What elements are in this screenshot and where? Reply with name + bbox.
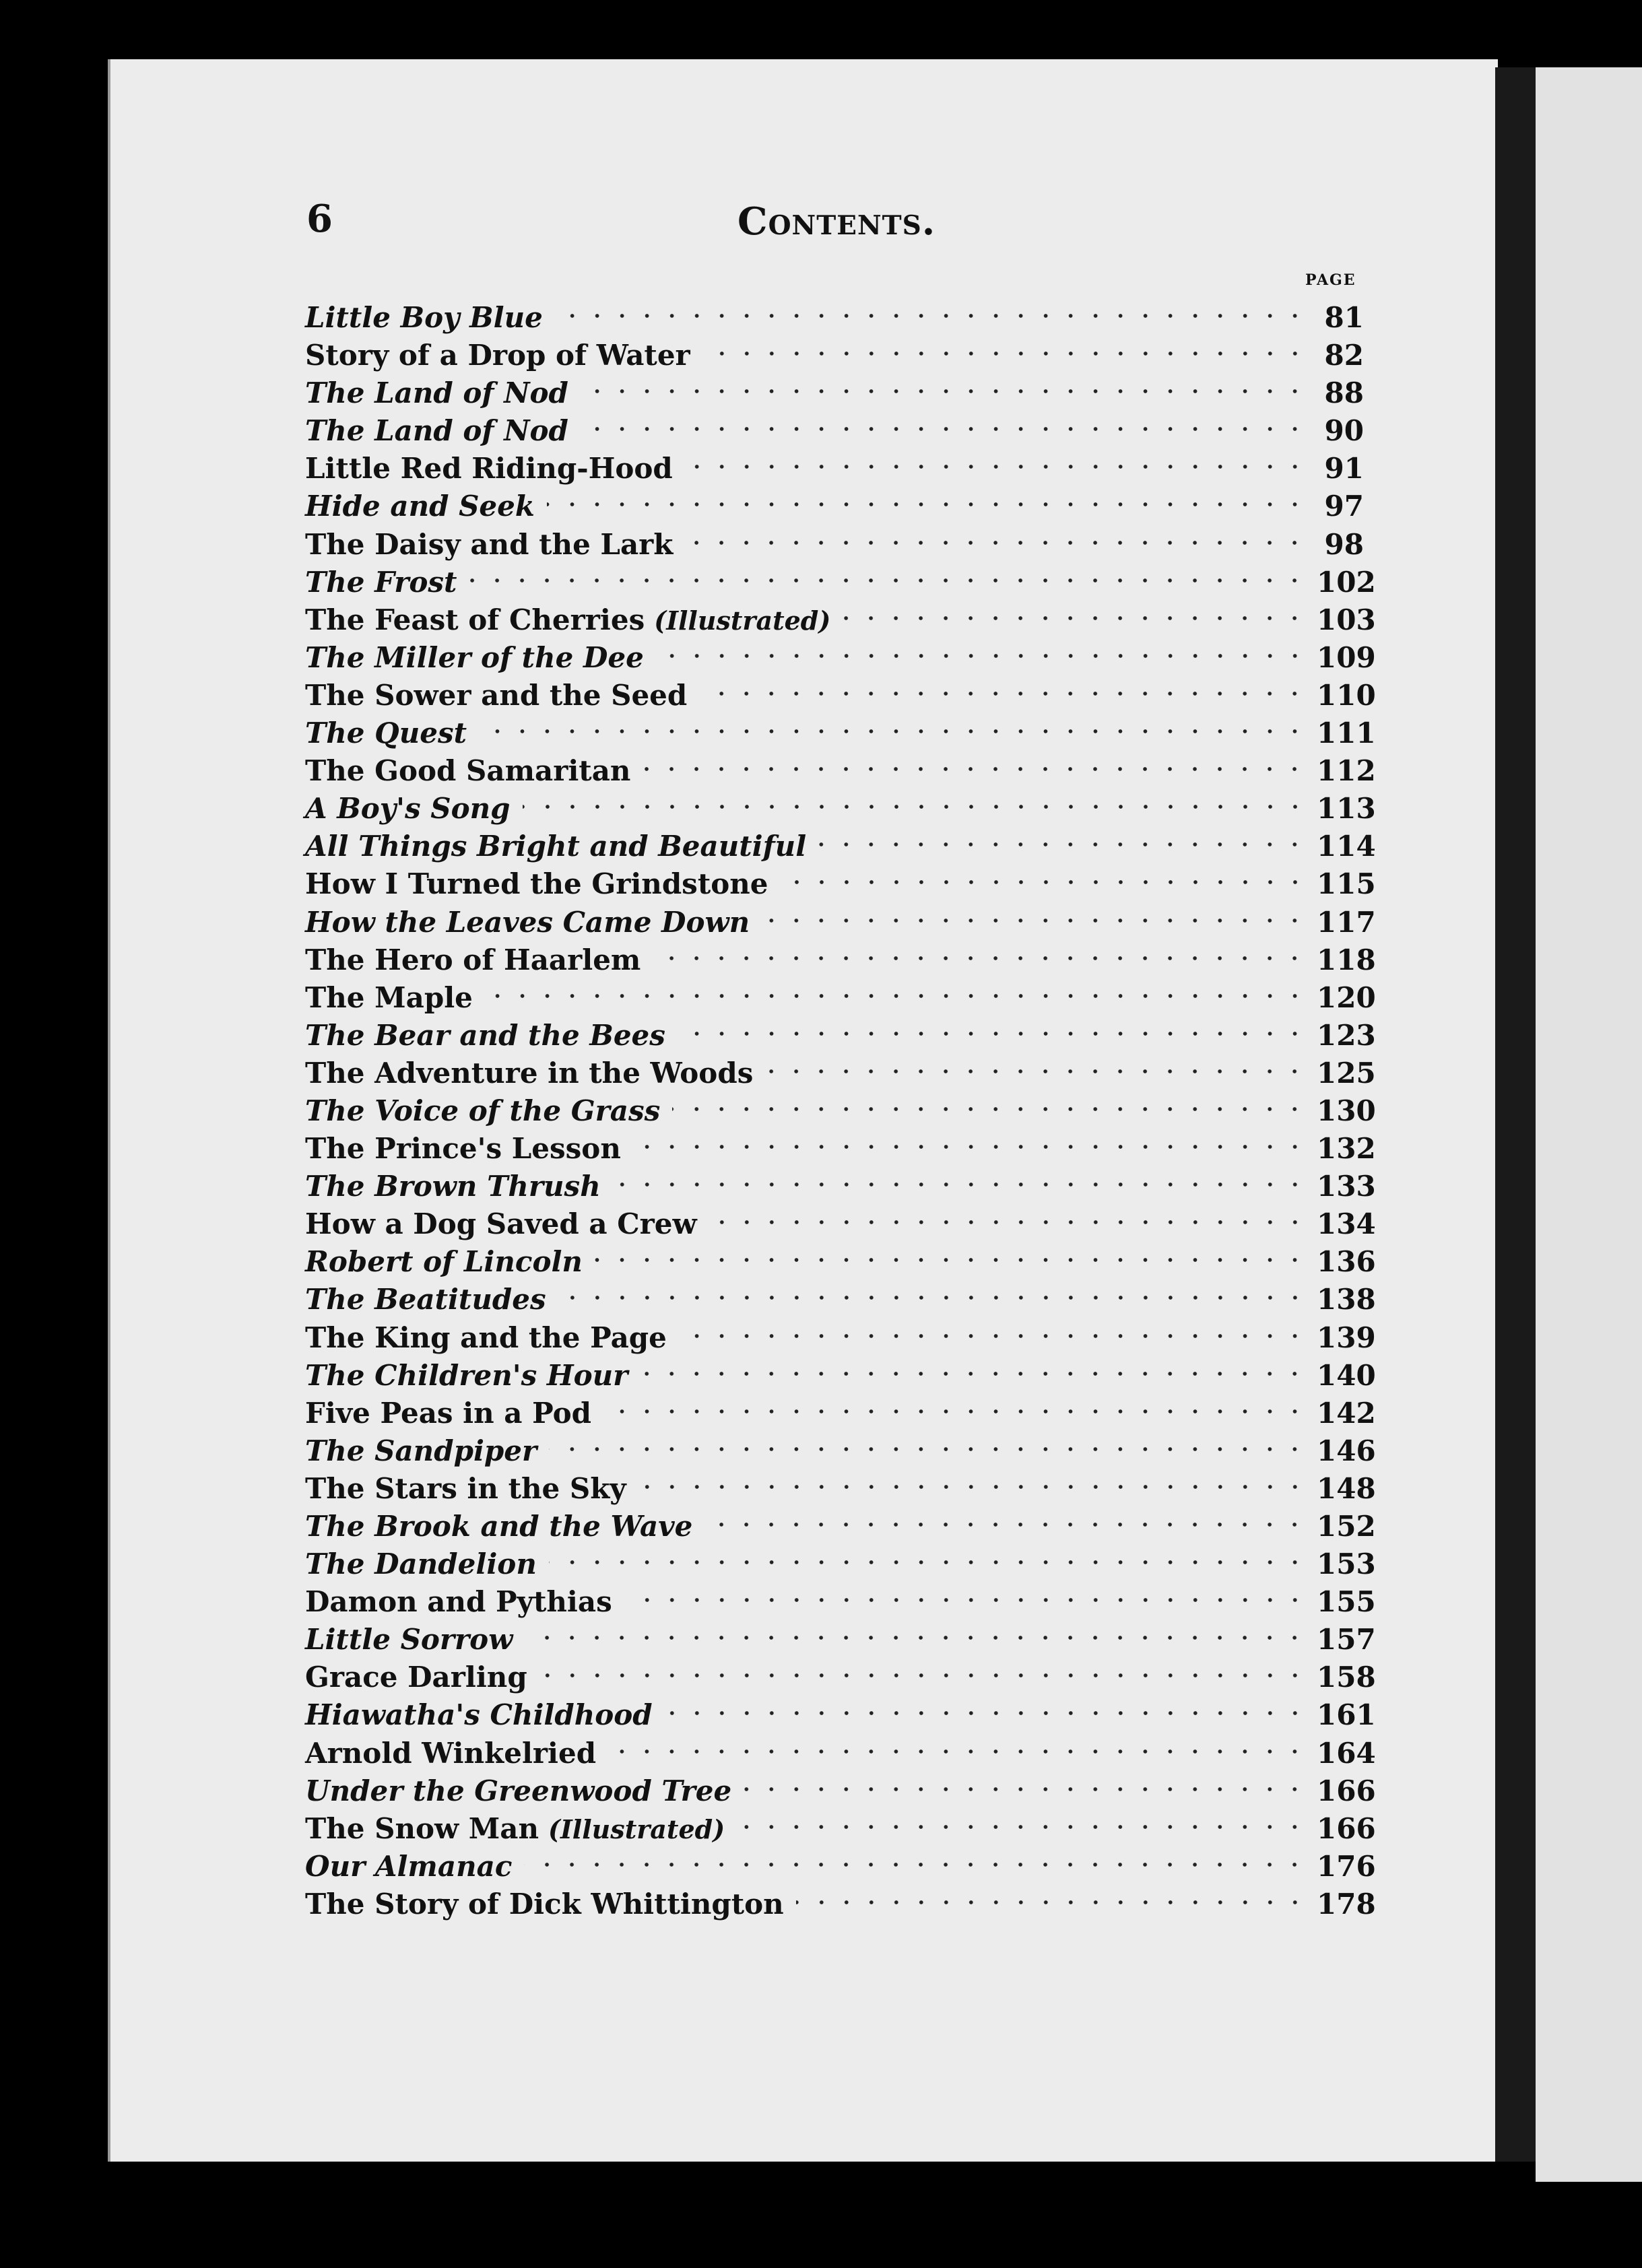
toc-entry-title: Our Almanac bbox=[305, 1849, 513, 1883]
dot-leader bbox=[843, 592, 1307, 630]
toc-entry-page: 136 bbox=[1317, 1245, 1376, 1279]
toc-entry-page: 153 bbox=[1317, 1547, 1376, 1581]
dot-leader bbox=[558, 1271, 1307, 1309]
dot-leader bbox=[581, 403, 1307, 440]
toc-entry-page: 158 bbox=[1317, 1661, 1376, 1694]
dot-leader bbox=[549, 1536, 1307, 1574]
toc-entry-page: 88 bbox=[1324, 376, 1364, 410]
dot-leader bbox=[525, 1611, 1307, 1649]
dot-leader bbox=[709, 1196, 1307, 1234]
toc-entry-title: The Frost bbox=[305, 565, 457, 599]
toc-entry-title: Hide and Seek bbox=[305, 490, 535, 523]
toc-entry-page: 161 bbox=[1317, 1698, 1376, 1732]
toc-entry-page: 118 bbox=[1317, 943, 1376, 976]
dot-leader bbox=[638, 1461, 1307, 1498]
toc-entry-title: The Story of Dick Whittington bbox=[305, 1887, 784, 1921]
toc-entry-title: The Land of Nod bbox=[305, 376, 568, 410]
toc-entry-title: Damon and Pythias bbox=[305, 1585, 612, 1619]
toc-entry-title: The Land of Nod bbox=[305, 414, 568, 448]
toc-entry-title: How a Dog Saved a Crew bbox=[305, 1207, 697, 1241]
toc-entry bbox=[305, 290, 1364, 334]
toc-entry-note: (Illustrated) bbox=[548, 1813, 725, 1844]
toc-entry-title: A Boy's Song bbox=[305, 792, 511, 826]
toc-entry-page: 140 bbox=[1317, 1358, 1376, 1392]
toc-entry-title: The Children's Hour bbox=[305, 1358, 628, 1392]
toc-entry-page: 166 bbox=[1317, 1811, 1376, 1845]
dot-leader bbox=[744, 1763, 1307, 1801]
dot-leader bbox=[765, 1045, 1307, 1083]
toc-entry-page: 157 bbox=[1317, 1623, 1376, 1657]
toc-entry-page: 178 bbox=[1317, 1887, 1376, 1921]
toc-entry-page: 81 bbox=[1324, 301, 1364, 334]
toc-entry-title: Story of a Drop of Water bbox=[305, 339, 690, 372]
toc-entry-page: 113 bbox=[1317, 792, 1376, 826]
dot-leader bbox=[762, 894, 1307, 932]
dot-leader bbox=[547, 478, 1307, 516]
toc-entry-title: Hiawatha's Childhood bbox=[305, 1698, 653, 1732]
toc-entry-page: 125 bbox=[1317, 1056, 1376, 1090]
toc-entry-title: The Prince's Lesson bbox=[305, 1132, 621, 1166]
toc-entry-title: Five Peas in a Pod bbox=[305, 1396, 591, 1430]
toc-entry-page: 152 bbox=[1317, 1510, 1376, 1543]
toc-entry-title: The Adventure in the Woods bbox=[305, 1056, 754, 1090]
toc-entry-title: The Brook and the Wave bbox=[305, 1510, 693, 1543]
toc-entry-title: Little Sorrow bbox=[305, 1623, 513, 1657]
toc-entry-page: 82 bbox=[1324, 339, 1364, 372]
dot-leader bbox=[539, 1649, 1307, 1687]
dot-leader bbox=[624, 1574, 1307, 1611]
dot-leader bbox=[595, 1234, 1307, 1271]
toc-entry-page: 176 bbox=[1317, 1849, 1376, 1883]
toc-entry-title: The Feast of Cherries bbox=[305, 603, 645, 636]
dot-leader bbox=[704, 1498, 1307, 1536]
toc-entry-page: 139 bbox=[1317, 1321, 1376, 1354]
toc-entry-page: 130 bbox=[1317, 1094, 1376, 1127]
toc-entry-title: The Miller of the Dee bbox=[305, 640, 644, 674]
toc-entry-title: Robert of Lincoln bbox=[305, 1245, 583, 1279]
dot-leader bbox=[479, 705, 1307, 743]
toc-entry-title: The Brown Thrush bbox=[305, 1170, 601, 1203]
toc-entry-page: 146 bbox=[1317, 1434, 1376, 1467]
toc-entry bbox=[305, 592, 1376, 636]
toc-entry-page: 114 bbox=[1317, 830, 1376, 863]
dot-leader bbox=[796, 1876, 1307, 1914]
dot-leader bbox=[485, 970, 1307, 1007]
table-of-contents bbox=[305, 290, 1376, 1921]
toc-entry-title: The King and the Page bbox=[305, 1321, 667, 1354]
toc-entry-title: The Sandpiper bbox=[305, 1434, 537, 1467]
dot-leader bbox=[613, 1158, 1307, 1196]
dot-leader bbox=[581, 365, 1307, 403]
dot-leader bbox=[608, 1725, 1307, 1763]
toc-entry-title: Little Boy Blue bbox=[305, 301, 543, 334]
toc-entry-page: 132 bbox=[1317, 1132, 1376, 1166]
toc-entry-page: 115 bbox=[1317, 867, 1376, 901]
toc-entry-page: 142 bbox=[1317, 1396, 1376, 1430]
dot-leader bbox=[699, 667, 1307, 705]
dot-leader bbox=[549, 1423, 1307, 1461]
toc-entry-page: 134 bbox=[1317, 1207, 1376, 1241]
toc-entry-title: All Things Bright and Beautiful bbox=[305, 830, 807, 863]
toc-entry-page: 103 bbox=[1317, 603, 1376, 636]
dot-leader bbox=[685, 440, 1307, 478]
dot-leader bbox=[737, 1801, 1307, 1838]
toc-entry-page: 155 bbox=[1317, 1585, 1376, 1619]
toc-entry-page: 112 bbox=[1317, 754, 1376, 788]
toc-entry-page: 117 bbox=[1317, 905, 1376, 939]
dot-leader bbox=[781, 856, 1307, 894]
running-head: Contents. bbox=[737, 199, 936, 244]
toc-entry-note: (Illustrated) bbox=[654, 605, 831, 636]
toc-entry-page: 91 bbox=[1324, 452, 1364, 486]
dot-leader bbox=[640, 1347, 1307, 1385]
toc-entry-page: 111 bbox=[1317, 716, 1376, 750]
toc-entry-title: The Quest bbox=[305, 716, 467, 750]
dot-leader bbox=[679, 1310, 1307, 1347]
page-number: 6 bbox=[306, 197, 333, 241]
dot-leader bbox=[702, 327, 1307, 365]
toc-entry-title: The Sower and the Seed bbox=[305, 678, 688, 712]
toc-entry-title: How I Turned the Grindstone bbox=[305, 867, 768, 901]
toc-entry-page: 133 bbox=[1317, 1170, 1376, 1203]
book-spine-shadow bbox=[1495, 67, 1536, 2162]
toc-entry-page: 98 bbox=[1324, 527, 1364, 561]
toc-entry-title: The Hero of Haarlem bbox=[305, 943, 641, 976]
dot-leader bbox=[656, 630, 1307, 667]
toc-entry-title: The Voice of the Grass bbox=[305, 1094, 661, 1127]
toc-entry-page: 148 bbox=[1317, 1471, 1376, 1505]
toc-entry-title: Grace Darling bbox=[305, 1661, 527, 1694]
toc-entry-page: 123 bbox=[1317, 1018, 1376, 1052]
dot-leader bbox=[524, 1838, 1307, 1876]
toc-entry-title: The Beatitudes bbox=[305, 1283, 546, 1316]
dot-leader bbox=[555, 290, 1307, 327]
dot-leader bbox=[633, 1121, 1307, 1158]
toc-entry-page: 109 bbox=[1317, 640, 1376, 674]
toc-entry-page: 102 bbox=[1317, 565, 1376, 599]
toc-entry-page: 166 bbox=[1317, 1774, 1376, 1807]
dot-leader bbox=[672, 1083, 1307, 1121]
toc-entry-page: 110 bbox=[1317, 678, 1376, 712]
toc-entry-title: The Maple bbox=[305, 980, 473, 1014]
toc-entry-title: The Daisy and the Lark bbox=[305, 527, 674, 561]
toc-entry-title: Little Red Riding-Hood bbox=[305, 452, 673, 486]
dot-leader bbox=[603, 1385, 1307, 1423]
dot-leader bbox=[678, 1007, 1307, 1045]
dot-leader bbox=[523, 780, 1308, 818]
toc-entry-page: 97 bbox=[1324, 490, 1364, 523]
toc-entry-page: 138 bbox=[1317, 1283, 1376, 1316]
toc-entry-page: 120 bbox=[1317, 980, 1376, 1014]
toc-entry-title: The Good Samaritan bbox=[305, 754, 631, 788]
facing-page-edge bbox=[1536, 67, 1642, 2182]
toc-entry-title: Under the Greenwood Tree bbox=[305, 1774, 732, 1807]
dot-leader bbox=[665, 1687, 1307, 1725]
toc-entry-title: The Snow Man bbox=[305, 1811, 539, 1845]
toc-entry-title: The Bear and the Bees bbox=[305, 1018, 665, 1052]
toc-entry-title: How the Leaves Came Down bbox=[305, 905, 750, 939]
dot-leader bbox=[469, 554, 1307, 592]
dot-leader bbox=[685, 516, 1307, 554]
toc-entry-page: 90 bbox=[1324, 414, 1364, 448]
toc-entry-page: 164 bbox=[1317, 1736, 1376, 1770]
toc-entry-title: The Stars in the Sky bbox=[305, 1471, 626, 1505]
page-column-label: PAGE bbox=[1305, 271, 1356, 289]
toc-entry-title: The Dandelion bbox=[305, 1547, 537, 1581]
toc-entry-title: Arnold Winkelried bbox=[305, 1736, 597, 1770]
dot-leader bbox=[818, 818, 1307, 856]
dot-leader bbox=[643, 743, 1307, 780]
dot-leader bbox=[653, 932, 1307, 970]
